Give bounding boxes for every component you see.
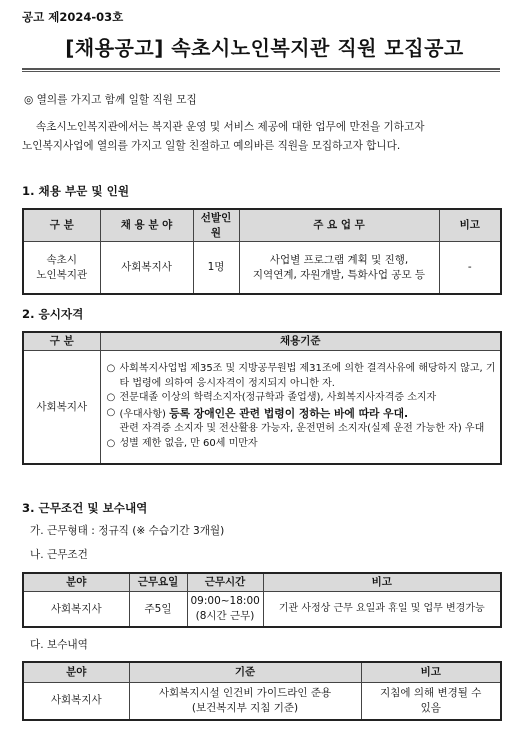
- section1-heading: 1. 채용 부문 및 인원: [22, 184, 130, 198]
- conditions-table: [22, 572, 502, 628]
- header-basis: 기준: [129, 662, 361, 682]
- table-row: [23, 682, 501, 720]
- header-criteria: 채용기준: [100, 332, 501, 350]
- header-note: 비고: [439, 209, 501, 242]
- recruitment-header-row: [23, 209, 501, 242]
- header-note: 비고: [361, 662, 501, 682]
- qualification-table: [22, 331, 502, 465]
- table-row: [23, 350, 501, 464]
- note-cell: 지침에 의해 변경될 수 있음: [361, 682, 501, 720]
- division-cell: 속초시 노인복지관: [23, 242, 100, 294]
- basis-cell: 사회복지시설 인건비 가이드라인 준용 (보건복지부 지침 기준): [129, 682, 361, 720]
- intro-heading: ◎ 열의를 가지고 함께 일할 직원 모집: [24, 94, 197, 106]
- recruitment-table: [22, 208, 502, 295]
- section2-heading: 2. 응시자격: [22, 307, 84, 321]
- work-conditions-heading: 나. 근무조건: [30, 549, 88, 561]
- field-cell: 사회복지사: [100, 242, 193, 294]
- field-cell: 사회복지사: [23, 591, 129, 627]
- table-row: [23, 591, 501, 627]
- header-hours: 근무시간: [187, 573, 263, 591]
- qualification-header-row: [23, 332, 501, 350]
- field-cell: 사회복지사: [23, 682, 129, 720]
- list-item: ○ (우대사항) 등록 장애인은 관련 법령이 정하는 바에 따라 우대. 관련 자격증 소지자 및 전산활용 가능자, 운전면허 소지자(실제 운전 가능한 자) 우대: [106, 406, 485, 435]
- duties-cell: 사업별 프로그램 계획 및 진행, 지역연계, 자원개발, 특화사업 공모 등: [239, 242, 439, 294]
- header-note: 비고: [263, 573, 501, 591]
- title-divider-thin: [22, 71, 500, 72]
- pay-heading: 다. 보수내역: [30, 639, 88, 651]
- header-count: 선발인원: [193, 209, 239, 242]
- intro-line-2: 노인복지사업에 열의를 가지고 일할 친절하고 예의바른 직원을 모집하고자 합니다.: [22, 140, 401, 152]
- pay-table: [22, 661, 502, 721]
- list-item: ○ 성별 제한 없음, 만 60세 미만자: [106, 437, 258, 449]
- work-type: 가. 근무형태 : 정규직 (※ 수습기간 3개월): [30, 525, 225, 537]
- criteria-cell: [100, 350, 501, 464]
- header-days: 근무요일: [129, 573, 187, 591]
- page-title: [채용공고] 속초시노인복지관 직원 모집공고: [65, 36, 464, 60]
- section3-heading: 3. 근무조건 및 보수내역: [22, 501, 148, 515]
- intro-line-1: 속초시노인복지관에서는 복지관 운영 및 서비스 제공에 대한 업무에 만전을 기하고자: [36, 121, 425, 133]
- header-field: 채 용 분 야: [100, 209, 193, 242]
- table-row: [23, 242, 501, 294]
- header-division: 구 분: [23, 209, 100, 242]
- division-cell: 사회복지사: [23, 350, 100, 464]
- header-field: 분야: [23, 573, 129, 591]
- conditions-header-row: [23, 573, 501, 591]
- header-duties: 주 요 업 무: [239, 209, 439, 242]
- days-cell: 주5일: [129, 591, 187, 627]
- note-cell: -: [439, 242, 501, 294]
- header-division: 구 분: [23, 332, 100, 350]
- header-field: 분야: [23, 662, 129, 682]
- list-item: ○ 사회복지사업법 제35조 및 지방공무원법 제31조에 의한 결격사유에 해당하지 않고, 기타 법령에 의하여 응시자격이 정지되지 아니한 자.: [106, 363, 496, 389]
- count-cell: 1명: [193, 242, 239, 294]
- list-item: ○ 전문대졸 이상의 학력소지자(정규학과 졸업생), 사회복지사자격증 소지자: [106, 392, 437, 404]
- pay-header-row: [23, 662, 501, 682]
- hours-cell: 09:00~18:00 (8시간 근무): [187, 591, 263, 627]
- notice-number: 공고 제2024-03호: [22, 10, 124, 24]
- title-divider: [22, 68, 500, 70]
- note-cell: 기관 사정상 근무 요일과 휴일 및 업무 변경가능: [263, 591, 501, 627]
